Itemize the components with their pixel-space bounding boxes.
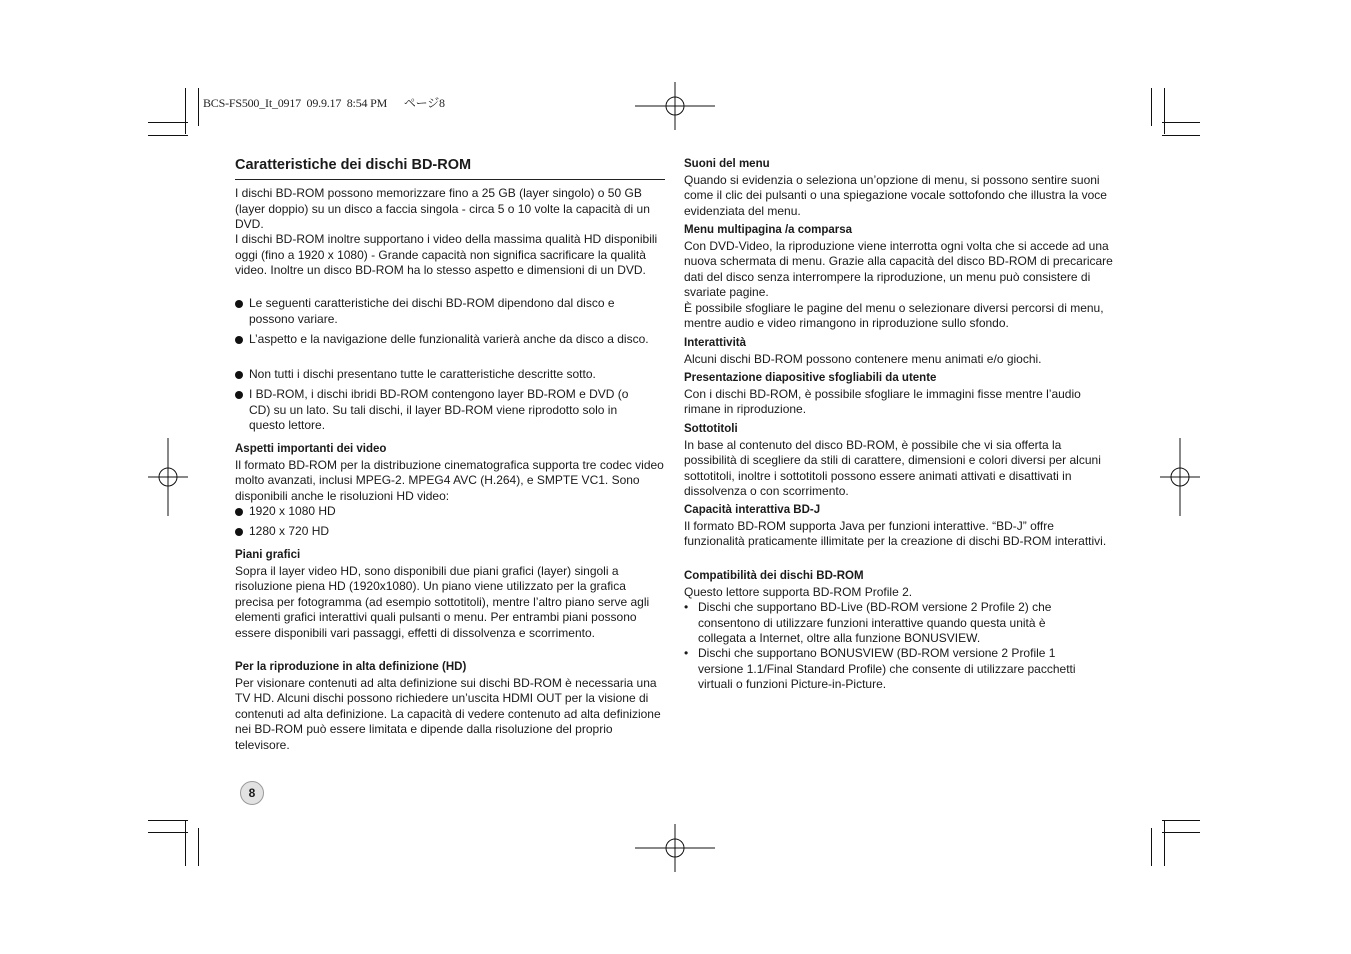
section-heading: Piani grafici: [235, 549, 301, 561]
section-compatibility: Compatibilità dei dischi BD-ROM Questo lettore supporta BD-ROM Profile 2.: [684, 569, 1116, 600]
section-multipage-menu: Menu multipagina /a comparsa Con DVD-Video, la riproduzione viene interrotta ogni volta che si accede ad una nuova schermata di menu. Grazie alla capacità del disco BD-ROM di precaricare dati del disco senza interrompere la riproduzione, un menu può consistere di svariate pagine. È possibile sfogliare le pagine del menu o selezionare diversi percorsi di menu, mentre audio e video rimangono in riproduzione sullo sfondo.: [684, 223, 1116, 332]
print-slug: BCS-FS500_It_0917 09.9.17 8:54 PM ページ8: [203, 96, 445, 110]
section-heading: Per la riproduzione in alta definizione (HD): [235, 661, 467, 673]
registration-mark-left-icon: [148, 438, 188, 516]
section-menu-sounds: Suoni del menu Quando si evidenzia o seleziona un’opzione di menu, si possono sentire suoni come il clic dei pulsanti o una spiegazione vocale sottofondo che illustra la voce evidenziata del menu.: [684, 157, 1116, 219]
section-slideshow: Presentazione diapositive sfogliabili da utente Con i dischi BD-ROM, è possibile sfogliare le immagini fisse mentre l’audio rimane in riproduzione.: [684, 371, 1116, 418]
bullet-icon: [235, 336, 243, 344]
bullet-icon: •: [684, 646, 689, 660]
section-graphics: Piani grafici Sopra il layer video HD, sono disponibili due piani grafici (layer) singoli a risoluzione piena HD (1920x1080). Un piano viene utilizzato per la grafica precisa per fotogramma (ad esempio sottotitoli), mentre l’altro piano serve agli elementi grafici interattivi quali pulsanti o menu. Per entrambi piani possono essere disponibili vari passaggi, effetti di dissolvenza e scorrimento.: [235, 548, 655, 641]
registration-mark-top-icon: [635, 82, 715, 130]
list-item: • Dischi che supportano BD-Live (BD-ROM versione 2 Profile 2) che consentono di utilizzare funzioni interattive quando questa unità è collegata a Internet, oltre alla funzione BONUSVIEW.: [684, 600, 1052, 645]
list-item: L’aspetto e la navigazione delle funzionalità varierà anche da disco a disco.: [235, 332, 655, 364]
list-item: 1920 x 1080 HD: [235, 504, 435, 520]
section-heading: Capacità interattiva BD-J: [684, 504, 821, 516]
registration-mark-right-icon: [1160, 438, 1200, 516]
bullet-icon: [235, 528, 243, 536]
bullet-icon: [235, 391, 243, 399]
list-item: Le seguenti caratteristiche dei dischi BD-ROM dipendono dal disco e possono variare.: [235, 296, 655, 328]
list-item: 1280 x 720 HD: [235, 524, 435, 540]
bullet-icon: [235, 508, 243, 516]
page-number: 8: [240, 781, 264, 805]
section-video: Aspetti importanti dei video Il formato BD-ROM per la distribuzione cinematografica supporta tre codec video molto avanzati, inclusi MPEG-2. MPEG4 AVC (H.264), e SMPTE VC1. Sono disponibili anche le risoluzioni HD video:: [235, 442, 667, 504]
list-item: Non tutti i dischi presentano tutte le caratteristiche descritte sotto.: [235, 367, 655, 383]
section-heading: Compatibilità dei dischi BD-ROM: [684, 570, 864, 582]
page-title: Caratteristiche dei dischi BD-ROM: [235, 157, 472, 173]
section-heading: Menu multipagina /a comparsa: [684, 224, 853, 236]
bullet-icon: •: [684, 600, 689, 614]
intro-paragraph-1: I dischi BD-ROM possono memorizzare fino a 25 GB (layer singolo) o 50 GB (layer doppio) su un disco a faccia singola - circa 5 o 10 volte la capacità di un DVD.: [235, 186, 650, 231]
section-bd-j: Capacità interattiva BD-J Il formato BD-ROM supporta Java per funzioni interattive. “BD-J” offre funzionalità praticamente illimitate per la creazione di dischi BD-ROM interattivi.: [684, 503, 1116, 550]
title-divider: [235, 179, 665, 180]
section-interactivity: Interattività Alcuni dischi BD-ROM possono contenere menu animati e/o giochi.: [684, 336, 1116, 367]
section-heading: Suoni del menu: [684, 158, 770, 170]
section-heading: Aspetti importanti dei video: [235, 443, 387, 455]
intro-paragraph-2: I dischi BD-ROM inoltre supportano i video della massima qualità HD disponibili oggi (fino a 1920 x 1080) - Grande capacità non significa sacrificare la qualità video. Inoltre un disco BD-ROM ha lo stesso aspetto e dimensioni di un DVD.: [235, 232, 658, 277]
section-heading: Sottotitoli: [684, 423, 738, 435]
list-item: • Dischi che supportano BONUSVIEW (BD-ROM versione 2 Profile 1 versione 1.1/Final Standard Profile) che consente di utilizzare pacchetti virtuali o funzioni Picture-in-Picture.: [684, 646, 1076, 691]
section-hd-playback: Per la riproduzione in alta definizione (HD) Per visionare contenuti ad alta definizione sui dischi BD-ROM è necessaria una TV HD. Alcuni dischi possono richiedere un’uscita HDMI OUT per la visione di contenuti ad alta definizione. La capacità di vedere contenuto ad alta definizione nei BD-ROM può essere limitata e dipende dalla risoluzione del proprio televisore.: [235, 660, 667, 753]
section-subtitles: Sottotitoli In base al contenuto del disco BD-ROM, è possibile che vi sia offerta la possibilità di scegliere da stili di carattere, dimensioni e colori diversi per alcuni sottotitoli, inoltre i sottotitoli possono essere animati attivati e disattivati in dissolvenza o con scorrimento.: [684, 422, 1116, 500]
list-item: I BD-ROM, i dischi ibridi BD-ROM contengono layer BD-ROM e DVD (o CD) su un lato. Su tali dischi, il layer BD-ROM viene riprodotto solo in questo lettore.: [235, 387, 655, 435]
bullet-icon: [235, 371, 243, 379]
section-heading: Interattività: [684, 337, 746, 349]
section-heading: Presentazione diapositive sfogliabili da utente: [684, 372, 937, 384]
bullet-icon: [235, 300, 243, 308]
registration-mark-bottom-icon: [635, 824, 715, 872]
